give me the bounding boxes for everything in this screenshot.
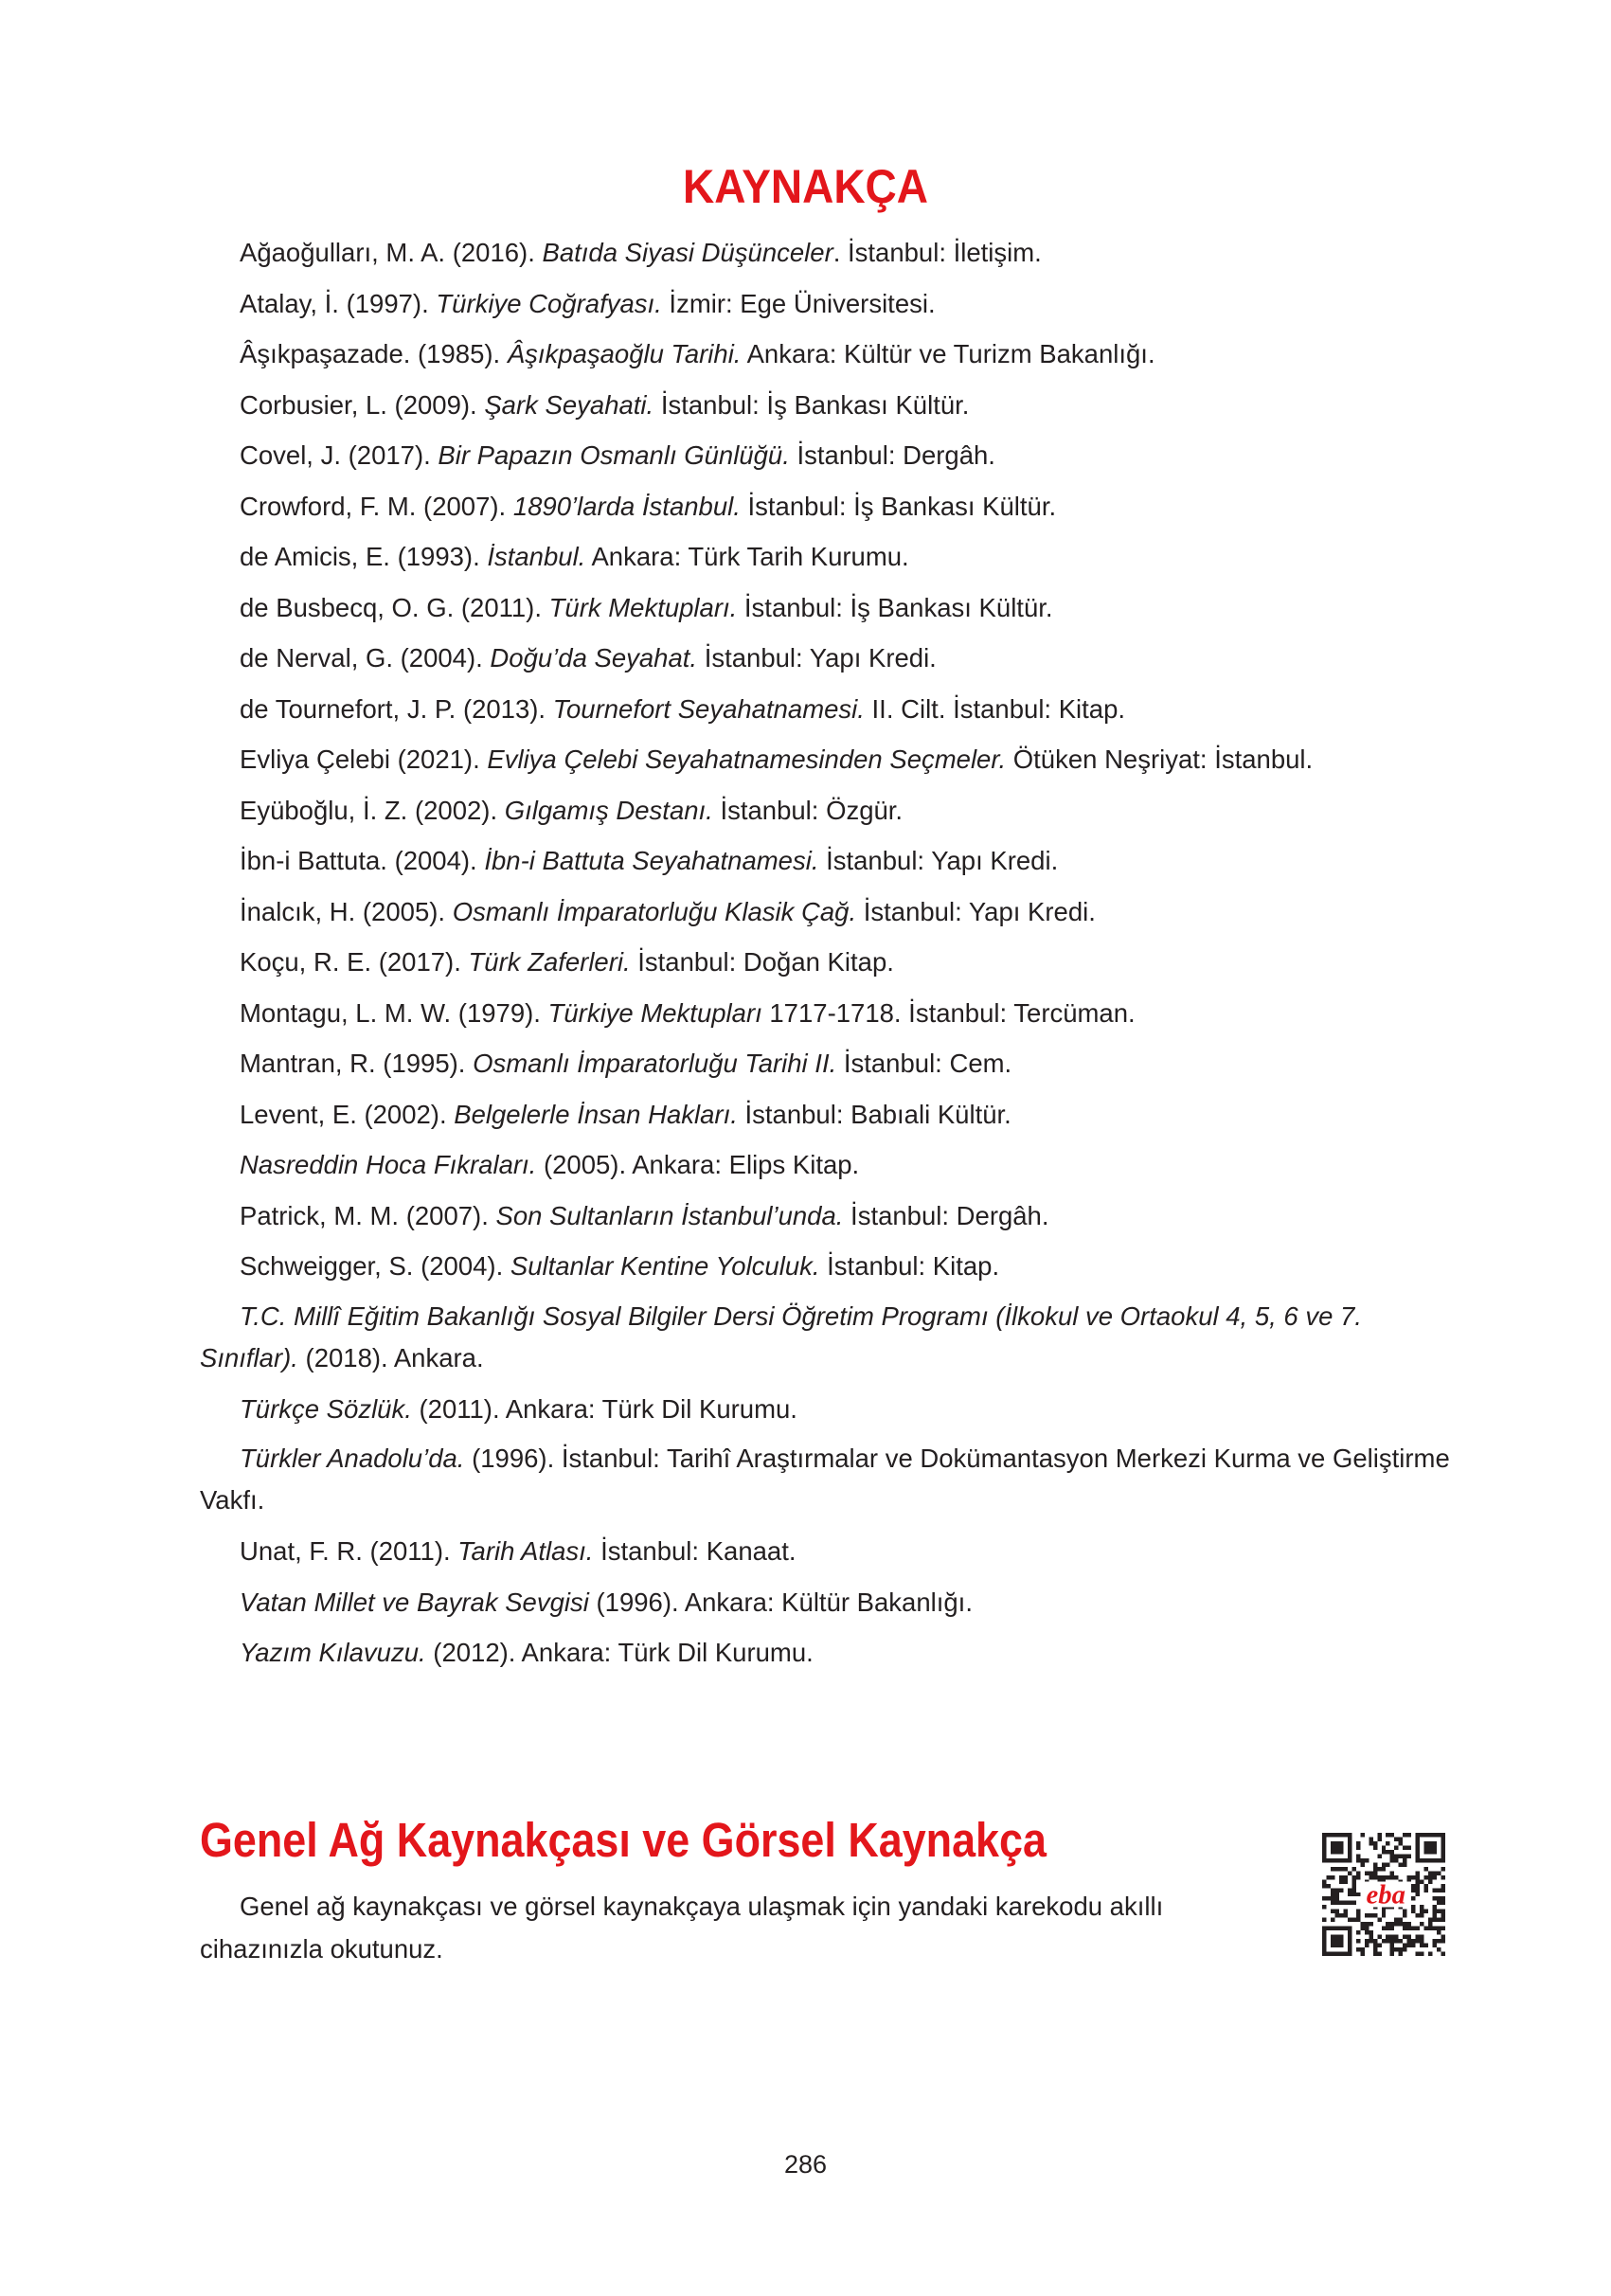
qr-label: eba	[1366, 1879, 1405, 1910]
reference-author: Schweigger, S. (2004).	[240, 1251, 510, 1281]
reference-details: İstanbul: İş Bankası Kültür.	[740, 491, 1057, 521]
reference-entry	[200, 785, 1459, 836]
reference-author: Atalay, İ. (1997).	[240, 288, 437, 318]
reference-entry	[200, 1526, 1459, 1577]
reference-entry	[200, 1089, 1459, 1140]
reference-entry	[200, 633, 1459, 684]
reference-details: İstanbul: Yapı Kredi.	[818, 846, 1059, 875]
reference-details: (1996). Ankara: Kültür Bakanlığı.	[588, 1587, 973, 1617]
reference-details: İstanbul: İş Bankası Kültür.	[737, 592, 1053, 622]
reference-details: . İstanbul: İletişim.	[832, 238, 1042, 267]
reference-title: 1890’larda İstanbul.	[512, 491, 741, 521]
reference-details: İzmir: Ege Üniversitesi.	[661, 288, 936, 318]
reference-details: İstanbul: Dergâh.	[843, 1200, 1049, 1230]
reference-author: de Busbecq, O. G. (2011).	[240, 592, 549, 622]
reference-details: Ankara: Kültür ve Turizm Bakanlığı.	[741, 339, 1155, 368]
reference-author: Âşıkpaşazade. (1985).	[240, 339, 508, 368]
reference-author: Montagu, L. M. W. (1979).	[240, 997, 548, 1028]
reference-author: Koçu, R. E. (2017).	[240, 947, 469, 977]
reference-entry	[200, 278, 1459, 330]
reference-details: (2011). Ankara: Türk Dil Kurumu.	[411, 1393, 797, 1424]
reference-entry	[200, 937, 1459, 988]
section-title: Genel Ağ Kaynakçası ve Görsel Kaynakça	[200, 1813, 1047, 1867]
reference-entry	[200, 227, 1459, 278]
reference-entry	[200, 1627, 1459, 1678]
reference-entry	[200, 1296, 1459, 1379]
reference-entry	[200, 835, 1459, 887]
reference-details: (2012). Ankara: Türk Dil Kurumu.	[425, 1638, 814, 1667]
reference-entry	[200, 1438, 1459, 1521]
reference-title: Belgelerle İnsan Hakları.	[454, 1099, 738, 1129]
reference-author: Ağaoğulları, M. A. (2016).	[240, 238, 543, 267]
reference-title: İstanbul.	[487, 542, 586, 571]
reference-entry	[200, 430, 1459, 481]
reference-title: Yazım Kılavuzu.	[240, 1638, 426, 1667]
reference-details: Ötüken Neşriyat: İstanbul.	[1006, 744, 1314, 774]
reference-title: Şark Seyahati.	[484, 389, 654, 420]
reference-title: Batıda Siyasi Düşünceler	[542, 238, 833, 267]
reference-title: Türkiye Mektupları	[547, 997, 762, 1028]
reference-details: İstanbul: Yapı Kredi.	[697, 643, 937, 673]
reference-entry	[200, 531, 1459, 583]
reference-entry	[200, 684, 1459, 735]
reference-author: de Nerval, G. (2004).	[240, 643, 491, 673]
reference-author: İnalcık, H. (2005).	[240, 896, 453, 926]
reference-details: İstanbul: Doğan Kitap.	[630, 947, 894, 977]
reference-title: Evliya Çelebi Seyahatnamesinden Seçmeler.	[487, 744, 1007, 774]
reference-title: T.C. Millî Eğitim Bakanlığı Sosyal Bilgiler Dersi Öğretim Programı (İlkokul ve Ortaokul 4, 5, 6 ve 7. Sınıflar).	[200, 1300, 1362, 1372]
reference-details: İstanbul: Yapı Kredi.	[856, 896, 1096, 926]
reference-title: İbn-i Battuta Seyahatnamesi.	[484, 846, 819, 875]
reference-title: Doğu’da Seyahat.	[490, 643, 698, 673]
reference-entry	[200, 380, 1459, 431]
reference-author: Evliya Çelebi (2021).	[240, 744, 488, 774]
reference-title: Türk Mektupları.	[548, 592, 738, 622]
reference-entry	[200, 887, 1459, 938]
reference-author: de Tournefort, J. P. (2013).	[240, 693, 553, 724]
reference-title: Osmanlı İmparatorluğu Klasik Çağ.	[452, 896, 857, 926]
reference-details: İstanbul: Cem.	[836, 1049, 1012, 1078]
reference-details: (2018). Ankara.	[297, 1342, 484, 1372]
reference-details: İstanbul: Özgür.	[712, 795, 904, 825]
reference-entry	[200, 1038, 1459, 1089]
reference-title: Son Sultanların İstanbul’unda.	[495, 1200, 844, 1230]
page-number: 286	[783, 2150, 828, 2179]
reference-author: Covel, J. (2017).	[240, 440, 439, 470]
reference-author: de Amicis, E. (1993).	[240, 542, 488, 571]
reference-author: Crowford, F. M. (2007).	[240, 491, 513, 521]
reference-author: Patrick, M. M. (2007).	[240, 1200, 496, 1230]
reference-author: Eyüboğlu, İ. Z. (2002).	[240, 795, 505, 825]
reference-details: İstanbul: Kanaat.	[593, 1536, 797, 1566]
reference-details: İstanbul: Kitap.	[819, 1251, 1000, 1281]
reference-title: Vatan Millet ve Bayrak Sevgisi	[240, 1587, 589, 1617]
reference-entry	[200, 988, 1459, 1039]
reference-details: İstanbul: Babıali Kültür.	[737, 1099, 1011, 1129]
reference-details: (2005). Ankara: Elips Kitap.	[536, 1150, 860, 1179]
section-body: Genel ağ kaynakçası ve görsel kaynakçaya ulaşmak için yandaki karekodu akıllı cihazınızla okutunuz.	[200, 1892, 1164, 1964]
reference-title: Gılgamış Destanı.	[504, 795, 713, 825]
reference-entry	[200, 583, 1459, 634]
reference-entry	[200, 1241, 1459, 1292]
reference-list	[200, 227, 1459, 1678]
reference-title: Tournefort Seyahatnamesi.	[552, 693, 865, 724]
reference-author: Mantran, R. (1995).	[240, 1049, 474, 1078]
page-title: KAYNAKÇA	[682, 160, 929, 213]
reference-title: Nasreddin Hoca Fıkraları.	[240, 1150, 537, 1179]
reference-entry	[200, 1139, 1459, 1191]
reference-entry	[200, 734, 1459, 785]
reference-title: Türkçe Sözlük.	[240, 1393, 412, 1424]
reference-title: Âşıkpaşaoğlu Tarihi.	[507, 339, 742, 368]
reference-details: İstanbul: İş Bankası Kültür.	[653, 389, 970, 420]
reference-entry	[200, 329, 1459, 380]
reference-title: Türkler Anadolu’da.	[240, 1444, 465, 1473]
reference-title: Türk Zaferleri.	[468, 947, 631, 977]
reference-author: İbn-i Battuta. (2004).	[240, 846, 485, 875]
reference-details: (1996). İstanbul: Tarihî Araştırmalar ve Dokümantasyon Merkezi Kurma ve Geliştirme Vakfı.	[200, 1444, 1450, 1515]
reference-details: İstanbul: Dergâh.	[789, 440, 995, 470]
reference-entry	[200, 1191, 1459, 1242]
reference-author: Unat, F. R. (2011).	[240, 1536, 458, 1566]
qr-code-icon[interactable]	[1322, 1833, 1445, 1956]
reference-title: Tarih Atlası.	[457, 1536, 594, 1566]
reference-entry	[200, 1384, 1459, 1435]
reference-title: Bir Papazın Osmanlı Günlüğü.	[438, 440, 790, 470]
reference-details: II. Cilt. İstanbul: Kitap.	[864, 693, 1126, 724]
reference-details: 1717-1718. İstanbul: Tercüman.	[761, 997, 1136, 1028]
reference-entry	[200, 1577, 1459, 1628]
reference-title: Türkiye Coğrafyası.	[436, 288, 662, 318]
reference-title: Sultanlar Kentine Yolculuk.	[510, 1251, 820, 1281]
reference-details: Ankara: Türk Tarih Kurumu.	[585, 542, 909, 571]
reference-author: Levent, E. (2002).	[240, 1099, 455, 1129]
reference-entry	[200, 481, 1459, 532]
reference-title: Osmanlı İmparatorluğu Tarihi II.	[473, 1049, 837, 1078]
reference-author: Corbusier, L. (2009).	[240, 389, 485, 420]
